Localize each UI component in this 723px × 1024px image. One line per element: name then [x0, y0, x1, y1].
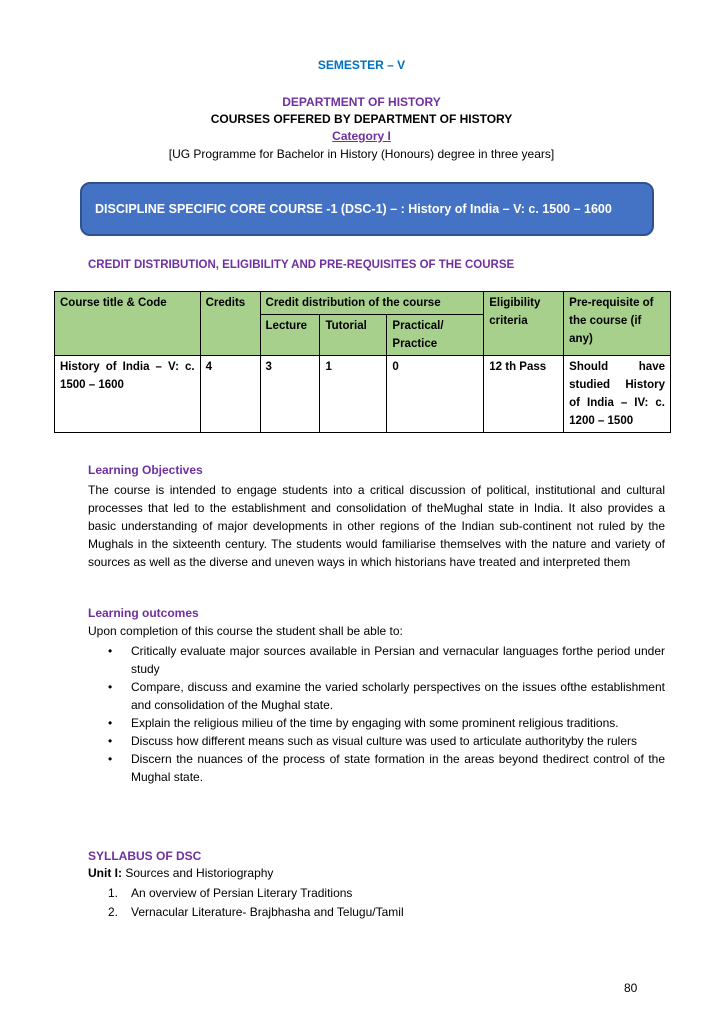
header-tutorial: Tutorial [320, 315, 387, 356]
page-number: 80 [624, 981, 638, 995]
cell-course-title: History of India – V: c. 1500 – 1600 [55, 356, 201, 433]
table-row [55, 356, 671, 433]
learning-outcomes-list [88, 642, 665, 786]
course-title-box [80, 182, 654, 236]
learning-outcomes-title: Learning outcomes [88, 606, 199, 620]
learning-outcomes-intro: Upon completion of this course the student shall be able to: [88, 624, 403, 638]
bullet-icon: • [108, 680, 113, 694]
header-prerequisite: Pre-requisite of the course (if any) [564, 292, 671, 356]
credit-distribution-table [54, 291, 671, 433]
category-heading: Category I [332, 129, 391, 143]
semester-heading: SEMESTER – V [317, 58, 406, 72]
list-item: • Compare, discuss and examine the varied scholarly perspectives on the issues ofthe establishment and consolidation of the Mughal state. [108, 680, 665, 712]
cell-practical: 0 [387, 356, 484, 433]
bullet-icon: • [108, 716, 113, 730]
cell-prerequisite: Should have studied History of India – IV: c. 1200 – 1500 [564, 356, 671, 433]
list-item: • Discern the nuances of the process of state formation in the areas beyond thedirect control of the Mughal state. [108, 752, 665, 784]
list-item: • Critically evaluate major sources available in Persian and vernacular languages forthe period under study [108, 644, 665, 676]
learning-objectives-title: Learning Objectives [88, 463, 203, 477]
learning-objectives-text: The course is intended to engage students into a critical discussion of political, institutional and cultural processes that led to the establishment and consolidation of theMughal state in India. It also provides a basic understanding of major developments in other regions of the Indian sub-continent not ruled by the Mughals in the sixteenth century. The students would familiarise themselves with the nature and variety of sources as well as the diverse and uneven ways in which historians have treated and interpreted them [88, 483, 665, 569]
cell-credits: 4 [200, 356, 260, 433]
bullet-icon: • [108, 734, 113, 748]
list-item: • Discuss how different means such as visual culture was used to articulate authorityby the rulers [108, 734, 638, 748]
table-header-row [55, 292, 671, 315]
cell-lecture: 3 [260, 356, 320, 433]
bullet-icon: • [108, 644, 113, 658]
cell-eligibility: 12 th Pass [484, 356, 564, 433]
list-item: • Explain the religious milieu of the time by engaging with some prominent religious traditions. [108, 716, 619, 730]
header-course-title: Course title & Code [55, 292, 201, 356]
programme-line: [UG Programme for Bachelor in History (Honours) degree in three years] [168, 147, 555, 161]
unit-heading [88, 866, 273, 880]
list-item: 1. An overview of Persian Literary Traditions [108, 886, 353, 900]
course-title-text: DISCIPLINE SPECIFIC CORE COURSE -1 (DSC-1) – : History of India – V: c. 1500 – 1600 [95, 202, 612, 216]
department-heading: DEPARTMENT OF HISTORY [282, 95, 441, 109]
syllabus-title: SYLLABUS OF DSC [88, 849, 202, 863]
header-credits: Credits [200, 292, 260, 356]
header-practical: Practical/ Practice [387, 315, 484, 356]
bullet-icon: • [108, 752, 113, 766]
unit-label: Unit I: [88, 866, 122, 880]
header-eligibility: Eligibility criteria [484, 292, 564, 356]
unit-topics-list [88, 884, 404, 922]
courses-offered-heading: COURSES OFFERED BY DEPARTMENT OF HISTORY [210, 112, 513, 126]
header-lecture: Lecture [260, 315, 320, 356]
cell-tutorial: 1 [320, 356, 387, 433]
header-credit-distribution: Credit distribution of the course [260, 292, 484, 315]
list-item: 2. Vernacular Literature- Brajbhasha and Telugu/Tamil [108, 905, 404, 919]
unit-name: Sources and Historiography [122, 866, 274, 880]
credit-distribution-heading: CREDIT DISTRIBUTION, ELIGIBILITY AND PRE-REQUISITES OF THE COURSE [88, 259, 515, 271]
